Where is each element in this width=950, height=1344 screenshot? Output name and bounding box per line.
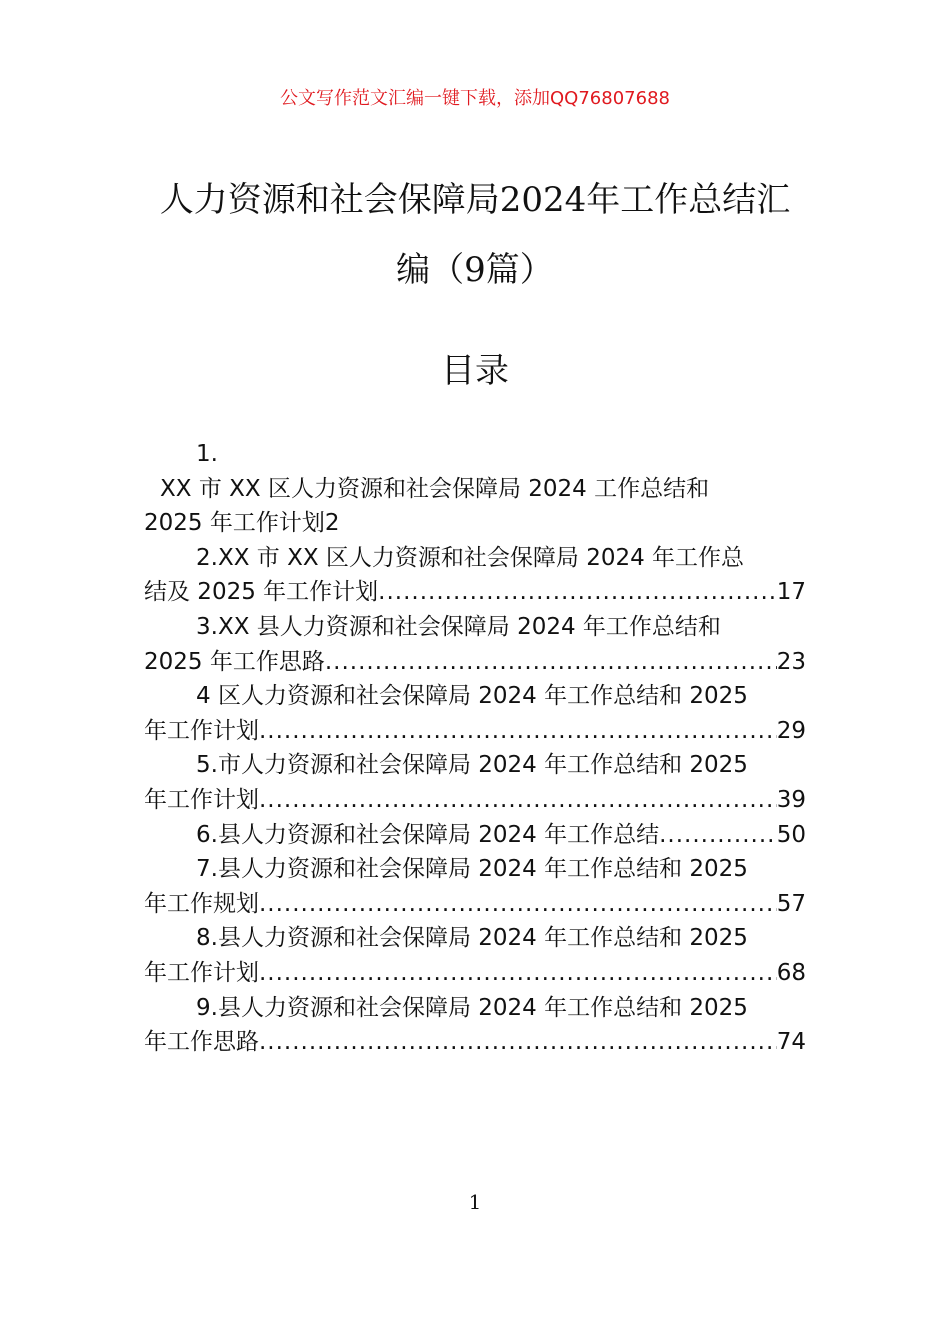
toc-entry-text: 6.县人力资源和社会保障局 2024 年工作总结 (196, 821, 660, 848)
toc-entry-text: 4 区人力资源和社会保障局 2024 年工作总结和 2025 (196, 683, 748, 710)
toc-entry-text: 年工作计划 (144, 717, 259, 744)
dot-leader (259, 714, 777, 749)
toc-entry-1-number[interactable] (144, 437, 806, 472)
toc-page-number: 50 (776, 821, 806, 848)
dot-leader (659, 818, 777, 853)
toc-page-number: 17 (776, 579, 806, 606)
toc-page-number: 74 (776, 1029, 806, 1056)
toc-entry-7-line1[interactable] (144, 852, 806, 887)
dot-leader (259, 783, 777, 818)
download-banner: 公文写作范文汇编一键下载，添加QQ76807688 (280, 88, 670, 109)
dot-leader (259, 887, 777, 922)
toc-entry-text: 2.XX 市 XX 区人力资源和社会保障局 2024 年工作总 (196, 544, 745, 571)
toc-entry-text: 2025 年工作计划 (144, 510, 325, 537)
toc-entry-text: 9.县人力资源和社会保障局 2024 年工作总结和 2025 (196, 994, 748, 1021)
toc-entry-text: 结及 2025 年工作计划 (144, 579, 379, 606)
toc-entry-text: 年工作计划 (144, 786, 259, 813)
toc-entry-number: 1. (196, 441, 218, 467)
toc-entry-text: 2025 年工作思路 (144, 648, 325, 675)
toc-heading: 目录 (441, 351, 509, 391)
toc-entry-2-line2[interactable] (144, 575, 806, 610)
table-of-contents (144, 437, 806, 1060)
document-title-line-1: 人力资源和社会保障局2024年工作总结汇 (159, 180, 791, 220)
toc-entry-2-line1[interactable] (144, 541, 806, 576)
toc-entry-text: 8.县人力资源和社会保障局 2024 年工作总结和 2025 (196, 925, 748, 952)
dot-leader (325, 645, 777, 680)
toc-entry-text: 5.市人力资源和社会保障局 2024 年工作总结和 2025 (196, 752, 748, 779)
toc-page-number: 23 (776, 648, 806, 675)
toc-page-number: 68 (776, 959, 806, 986)
toc-entry-text: 年工作思路 (144, 1029, 259, 1056)
toc-page-number: 57 (776, 890, 806, 917)
dot-leader (259, 1025, 777, 1060)
toc-entry-text: 年工作计划 (144, 959, 259, 986)
toc-entry-text: 年工作规划 (144, 890, 259, 917)
toc-entry-6-line1[interactable] (144, 818, 806, 853)
toc-page-number: 2 (324, 510, 340, 537)
toc-entry-1-line1[interactable] (144, 472, 806, 507)
toc-entry-5-line1[interactable] (144, 748, 806, 783)
page-number: 1 (468, 1190, 482, 1214)
toc-entry-4-line1[interactable] (144, 679, 806, 714)
toc-entry-5-line2[interactable] (144, 783, 806, 818)
toc-page-number: 29 (776, 717, 806, 744)
toc-entry-text: XX 市 XX 区人力资源和社会保障局 2024 工作总结和 (160, 475, 710, 502)
toc-entry-9-line1[interactable] (144, 991, 806, 1026)
toc-entry-3-line1[interactable] (144, 610, 806, 645)
toc-page-number: 39 (776, 786, 806, 813)
dot-leader (378, 575, 777, 610)
dot-leader (259, 956, 777, 991)
toc-entry-4-line2[interactable] (144, 714, 806, 749)
toc-entry-9-line2[interactable] (144, 1025, 806, 1060)
toc-entry-1-line2[interactable] (144, 506, 806, 541)
document-title-line-2: 编（9篇） (396, 250, 554, 290)
toc-entry-3-line2[interactable] (144, 645, 806, 680)
toc-entry-text: 7.县人力资源和社会保障局 2024 年工作总结和 2025 (196, 856, 748, 883)
toc-entry-text: 3.XX 县人力资源和社会保障局 2024 年工作总结和 (196, 613, 721, 640)
toc-entry-8-line1[interactable] (144, 921, 806, 956)
toc-entry-7-line2[interactable] (144, 887, 806, 922)
toc-entry-8-line2[interactable] (144, 956, 806, 991)
